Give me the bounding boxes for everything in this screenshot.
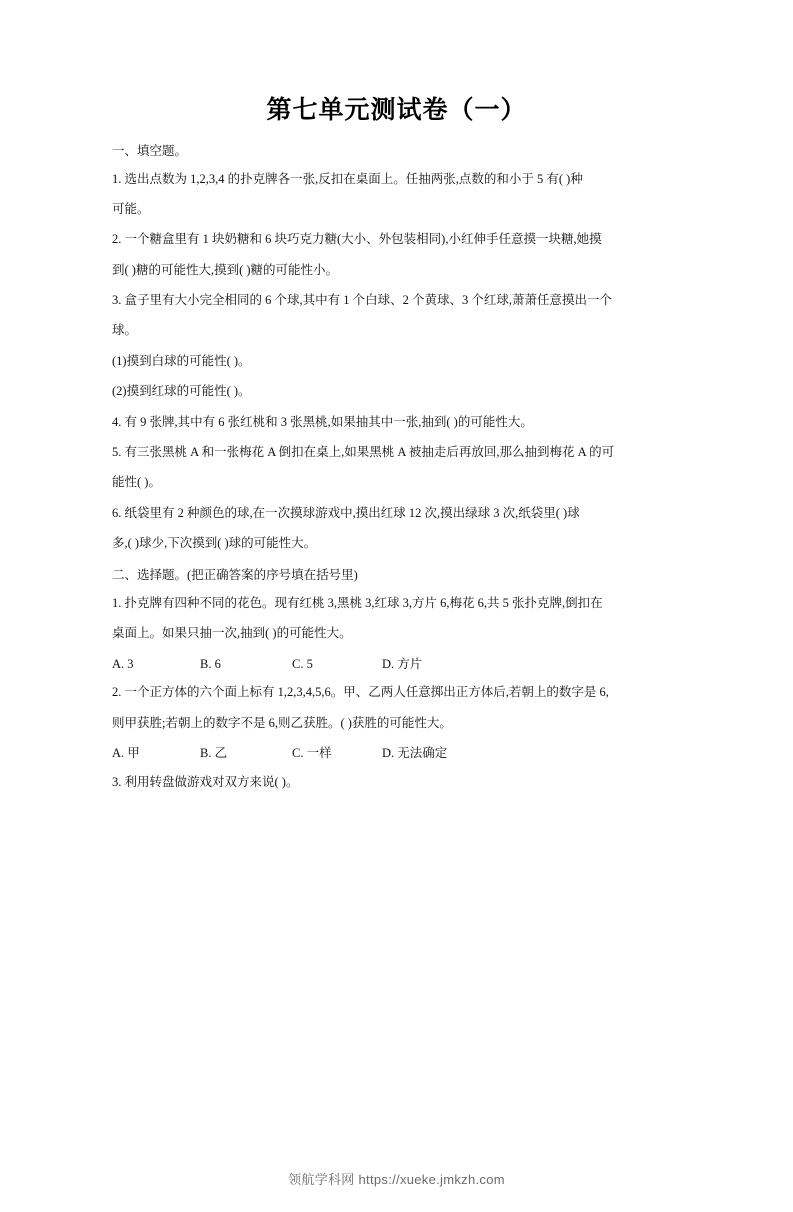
question-3-sub2: (2)摸到红球的可能性( )。: [112, 384, 251, 399]
section-heading-fill-in-blank: 一、填空题。: [112, 144, 188, 158]
footer-watermark: 领航学科网 https://xueke.jmkzh.com: [288, 1172, 505, 1187]
question-2-line1: 2. 一个糖盒里有 1 块奶糖和 6 块巧克力糖(大小、外包装相同),小红伸手任意摸一块糖,她摸: [112, 232, 602, 247]
document-page: [0, 90, 793, 1212]
option-a: A. 甲: [112, 746, 140, 761]
option-c: C. 一样: [292, 746, 332, 761]
question-4: 4. 有 9 张牌,其中有 6 张红桃和 3 张黑桃,如果抽其中一张,抽到( )的可能性大。: [112, 414, 533, 429]
question-2-line2: 到( )糖的可能性大,摸到( )糖的可能性小。: [112, 262, 339, 277]
choice-question-2-options: [112, 739, 681, 768]
question-5-line1: 5. 有三张黑桃 A 和一张梅花 A 倒扣在桌上,如果黑桃 A 被抽走后再放回,那么抽到梅花 A 的可: [112, 444, 615, 459]
question-3-line1: 3. 盒子里有大小完全相同的 6 个球,其中有 1 个白球、2 个黄球、3 个红球,萧萧任意摸出一个: [112, 293, 613, 307]
option-b: B. 乙: [200, 746, 228, 761]
question-6-line2: 多,( )球少,下次摸到( )球的可能性大。: [112, 536, 317, 550]
option-b: B. 6: [200, 656, 221, 671]
choice-question-2-line2: 则甲获胜;若朝上的数字不是 6,则乙获胜。( )获胜的可能性大。: [112, 715, 452, 730]
question-1-line1: 1. 选出点数为 1,2,3,4 的扑克牌各一张,反扣在桌面上。任抽两张,点数的和小于 5 有( )种: [112, 171, 583, 186]
option-a: A. 3: [112, 656, 134, 671]
choice-question-1-line2: 桌面上。如果只抽一次,抽到( )的可能性大。: [112, 626, 352, 641]
option-d: D. 无法确定: [382, 746, 448, 761]
question-3-sub1: (1)摸到白球的可能性( )。: [112, 353, 251, 368]
page-title: 第七单元测试卷（一）: [266, 95, 527, 124]
question-3-line2: 球。: [112, 323, 138, 338]
section-heading-multiple-choice: 二、选择题。(把正确答案的序号填在括号里): [112, 568, 358, 583]
choice-question-2-line1: 2. 一个正方体的六个面上标有 1,2,3,4,5,6。甲、乙两人任意掷出正方体后,若朝上的数字是 6,: [112, 685, 609, 700]
choice-question-3: 3. 利用转盘做游戏对双方来说( )。: [112, 774, 299, 789]
question-1-line2: 可能。: [112, 201, 150, 216]
question-6-line1: 6. 纸袋里有 2 种颜色的球,在一次摸球游戏中,摸出红球 12 次,摸出绿球 3 次,纸袋里( )球: [112, 505, 580, 520]
question-5-line2: 能性( )。: [112, 475, 161, 490]
choice-question-1-options: [112, 650, 681, 679]
choice-question-1-line1: 1. 扑克牌有四种不同的花色。现有红桃 3,黑桃 3,红球 3,方片 6,梅花 6,共 5 张扑克牌,倒扣在: [112, 595, 603, 610]
option-d: D. 方片: [382, 656, 423, 671]
option-c: C. 5: [292, 656, 313, 671]
